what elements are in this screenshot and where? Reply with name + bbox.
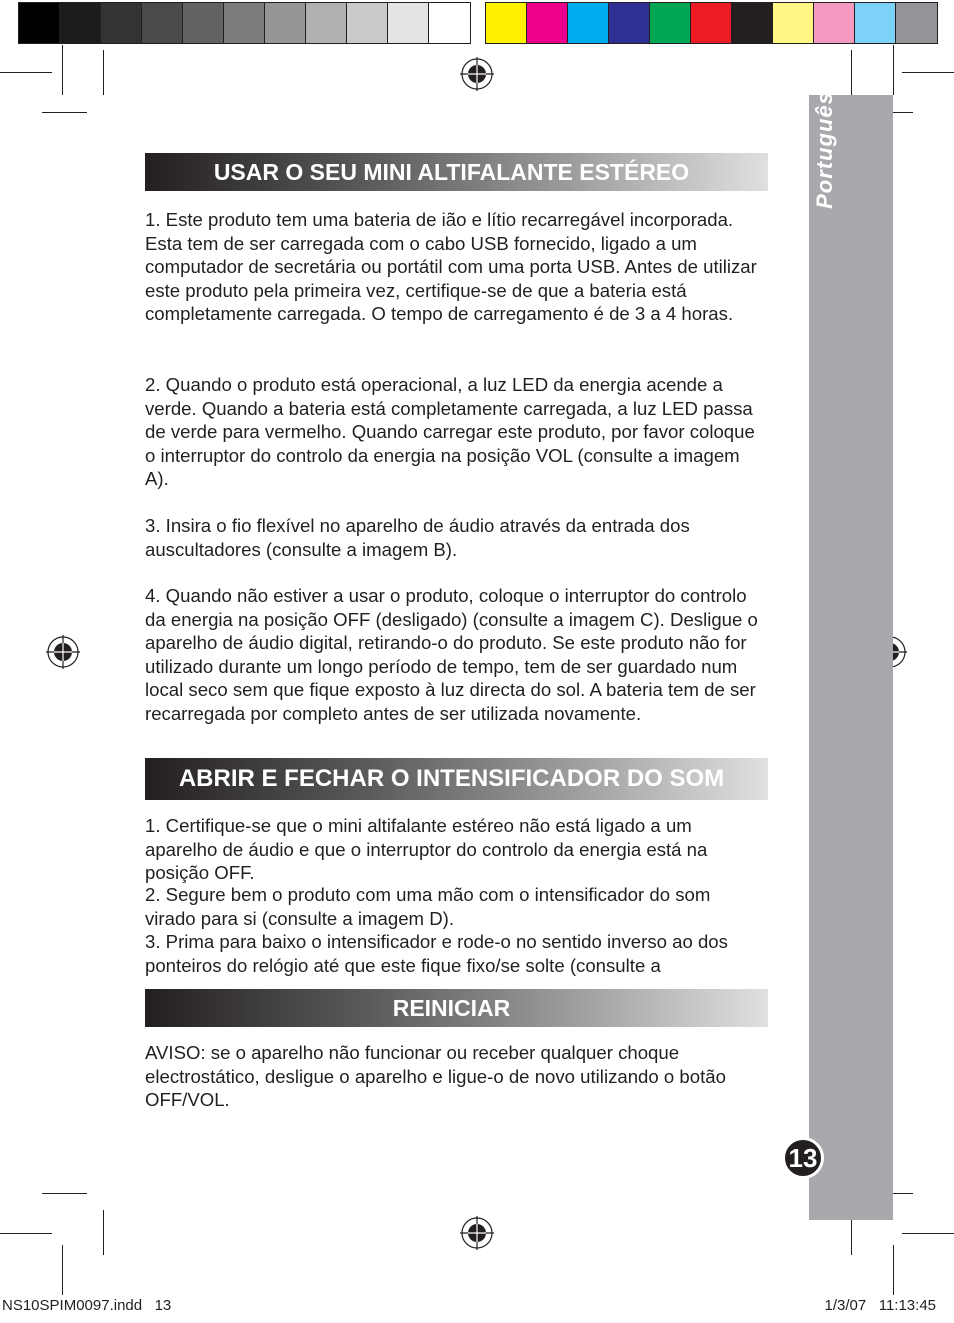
color-swatch xyxy=(527,3,568,43)
color-swatch xyxy=(142,3,183,43)
crop-mark xyxy=(0,1233,52,1234)
section-heading: USAR O SEU MINI ALTIFALANTE ESTÉREO xyxy=(145,153,768,191)
color-swatch xyxy=(896,3,937,43)
crop-mark xyxy=(103,50,104,95)
color-swatch xyxy=(650,3,691,43)
crop-mark xyxy=(103,1210,104,1255)
paragraph: 4. Quando não estiver a usar o produto, coloque o interruptor do controlo da energia na posição OFF (desligado) (consulte a imagem C). Desligue o aparelho de áudio digital, retirando-o do produto. Se este produto não for utilizado durante um longo período de tempo, tem de ser guardado num local seco sem que fique exposto à luz directa do sol. A bateria tem de ser recarregada por completo antes de ser utilizada novamente. xyxy=(145,585,758,724)
crop-mark xyxy=(42,112,87,113)
process-color-bar xyxy=(485,2,938,44)
color-swatch xyxy=(19,3,60,43)
color-swatch xyxy=(224,3,265,43)
registration-mark-icon xyxy=(46,635,80,669)
color-swatch xyxy=(691,3,732,43)
color-swatch xyxy=(855,3,896,43)
registration-mark-icon xyxy=(460,57,494,91)
paragraph: 1. Este produto tem uma bateria de ião e lítio recarregável incorporada. Esta tem de ser carregada com o cabo USB fornecido, ligado a um computador de secretária ou portátil com uma porta USB. Antes de utilizar este produto pela primeira vez, certifique-se de que a bateria está completamente carregada. O tempo de carregamento é de 3 a 4 horas. xyxy=(145,209,757,324)
paragraph: 2. Quando o produto está operacional, a luz LED da energia acende a verde. Quando a bateria está completamente carregada, a luz LED passa de verde para vermelho. Quando carregar este produto, por favor coloque o interruptor do controlo da energia na posição VOL (consulte a imagem A). xyxy=(145,374,755,489)
color-swatch xyxy=(101,3,142,43)
paragraph: AVISO: se o aparelho não funcionar ou receber qualquer choque electrostático, desligue o aparelho e ligue-o de novo utilizando o botão OFF/VOL. xyxy=(145,1042,726,1110)
color-swatch xyxy=(265,3,306,43)
crop-mark xyxy=(62,1245,63,1295)
crop-mark xyxy=(902,72,954,73)
color-swatch xyxy=(773,3,814,43)
registration-mark-icon xyxy=(460,1216,494,1250)
section-heading: ABRIR E FECHAR O INTENSIFICADOR DO SOM xyxy=(145,758,768,800)
crop-mark xyxy=(0,72,52,73)
color-swatch xyxy=(609,3,650,43)
crop-mark xyxy=(893,45,894,95)
color-swatch xyxy=(486,3,527,43)
language-label: Português xyxy=(812,91,837,209)
color-swatch xyxy=(347,3,388,43)
color-swatch xyxy=(732,3,773,43)
crop-mark xyxy=(62,45,63,95)
crop-mark xyxy=(902,1233,954,1234)
paragraph: 1. Certifique-se que o mini altifalante estéreo não está ligado a um aparelho de áudio e que o interruptor do controlo da energia está na posição OFF. xyxy=(145,815,708,883)
color-swatch xyxy=(429,3,470,43)
grayscale-color-bar xyxy=(18,2,471,44)
crop-mark xyxy=(893,1245,894,1295)
color-swatch xyxy=(568,3,609,43)
crop-mark xyxy=(851,50,852,95)
paragraph: 2. Segure bem o produto com uma mão com o intensificador do som virado para si (consulte a imagem D). xyxy=(145,884,711,929)
paragraph: 3. Insira o fio flexível no aparelho de áudio através da entrada dos auscultadores (consulte a imagem B). xyxy=(145,515,690,560)
color-swatch xyxy=(183,3,224,43)
footer-file-slug: NS10SPIM0097.indd 13 xyxy=(2,1297,172,1314)
color-swatch xyxy=(388,3,429,43)
paragraph: 3. Prima para baixo o intensificador e rode-o no sentido inverso ao dos ponteiros do relógio até que este fique fixo/se solte (consulte a xyxy=(145,931,728,976)
page-number-badge: 13 xyxy=(782,1137,824,1179)
crop-mark xyxy=(42,1193,87,1194)
color-swatch xyxy=(60,3,101,43)
footer-date-slug: 1/3/07 11:13:45 xyxy=(824,1297,936,1314)
section-heading: REINICIAR xyxy=(145,989,768,1027)
color-swatch xyxy=(306,3,347,43)
